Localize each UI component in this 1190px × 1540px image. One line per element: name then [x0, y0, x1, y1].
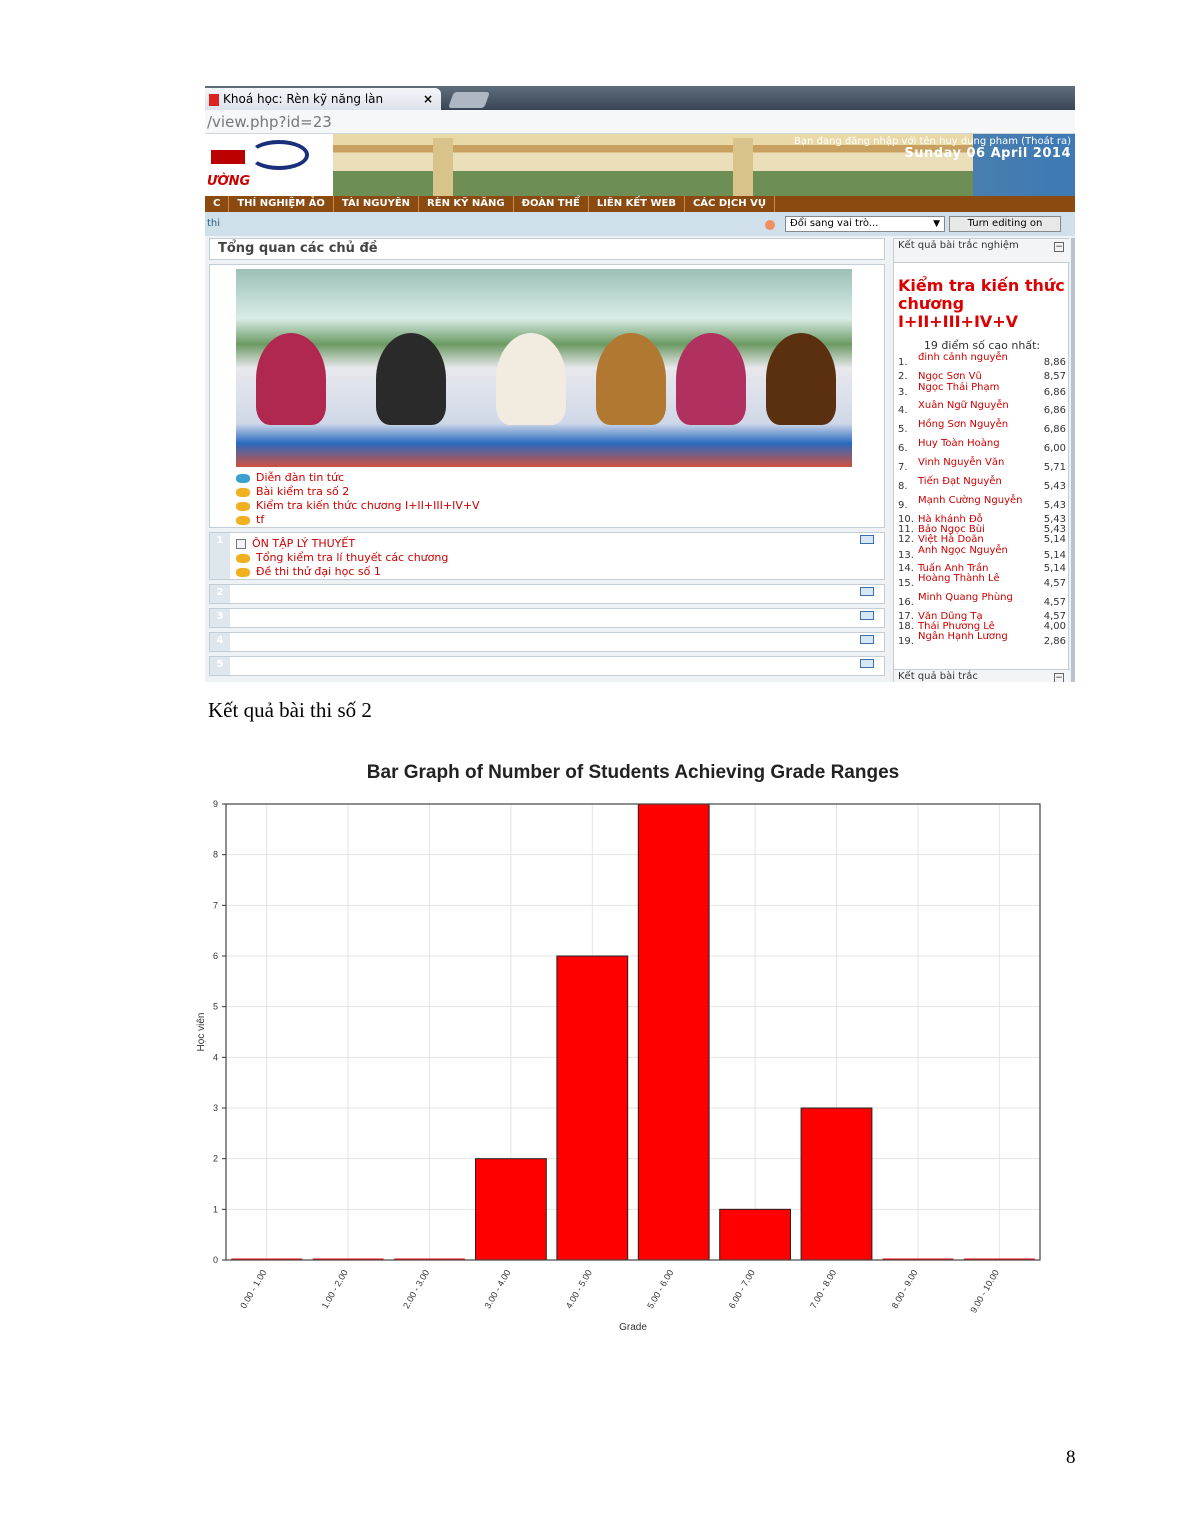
score-rank: 1.	[898, 357, 908, 368]
second-block-header	[894, 669, 1070, 682]
favicon-icon	[209, 94, 219, 106]
activity-link[interactable]	[236, 485, 349, 498]
student-name-link[interactable]: Ngân Hạnh Lương	[918, 631, 1008, 642]
address-bar[interactable]: /view.php?id=23	[205, 110, 1075, 134]
activity-label: Kiểm tra kiến thức chương I+II+III+IV+V	[256, 499, 480, 512]
score-row	[898, 593, 1066, 612]
score-row	[898, 353, 1066, 372]
section-number: 1	[210, 533, 230, 579]
nav-item[interactable]: LIÊN KẾT WEB	[589, 196, 685, 212]
score-rank: 18.	[898, 621, 914, 632]
x-tick-label: 6.00 - 7.00	[726, 1268, 757, 1311]
student-name-link[interactable]: Anh Ngọc Nguyễn	[918, 545, 1008, 556]
score-row	[898, 420, 1066, 439]
student-name-link[interactable]: Tiến Đạt Nguyễn	[918, 476, 1002, 487]
student-name-link[interactable]: Ngọc Thái Phạm	[918, 382, 1000, 393]
score-value: 4,57	[1043, 597, 1066, 608]
nav-item[interactable]: THÍ NGHIỆM ẢO	[229, 196, 334, 212]
score-value: 2,86	[1043, 636, 1066, 647]
y-tick-label: 1	[212, 1204, 218, 1215]
school-logo[interactable]	[205, 134, 333, 196]
student-name-link[interactable]: Thái Phương Lê	[918, 621, 995, 632]
bar	[720, 1209, 791, 1260]
student-name-link[interactable]: Xuân Ngữ Nguyễn	[918, 400, 1009, 411]
horse-figure	[256, 333, 326, 425]
score-value: 5,43	[1043, 500, 1066, 511]
breadcrumb[interactable]: thi	[207, 218, 221, 229]
window-edge	[1071, 238, 1075, 682]
turn-editing-on-button[interactable]: Turn editing on	[949, 216, 1061, 232]
x-tick-label: 2.00 - 3.00	[401, 1268, 432, 1311]
score-row	[898, 632, 1066, 651]
main-nav	[205, 196, 1075, 212]
x-tick-label: 5.00 - 6.00	[645, 1268, 676, 1311]
score-value: 5,14	[1043, 563, 1066, 574]
activity-link[interactable]	[236, 499, 480, 512]
score-rank: 19.	[898, 636, 914, 647]
score-value: 6,86	[1043, 424, 1066, 435]
score-rank: 15.	[898, 578, 914, 589]
bar	[475, 1159, 546, 1260]
score-value: 6,86	[1043, 387, 1066, 398]
gate-pillar	[433, 138, 453, 196]
student-name-link[interactable]: Vinh Nguyễn Văn	[918, 457, 1005, 468]
x-tick-label: 4.00 - 5.00	[563, 1268, 595, 1311]
y-tick-label: 0	[212, 1255, 218, 1265]
student-name-link[interactable]: Bảo Ngọc Bùi	[918, 524, 985, 535]
x-tick-label: 8.00 - 9.00	[889, 1268, 920, 1311]
score-value: 5,43	[1043, 514, 1066, 525]
horse-figure	[766, 333, 836, 425]
activity-label: Bài kiểm tra số 2	[256, 485, 350, 498]
y-axis-label: Học viên	[196, 1012, 207, 1052]
section-number: 5	[210, 657, 230, 675]
activity-link[interactable]	[236, 471, 344, 484]
bar	[638, 804, 709, 1260]
nav-item[interactable]: C	[205, 196, 229, 212]
close-tab-icon[interactable]: ×	[422, 92, 433, 106]
block-header	[894, 239, 1070, 263]
x-tick-label: 1.00 - 2.00	[319, 1268, 350, 1311]
collapse-icon[interactable]: −	[1055, 673, 1063, 682]
y-tick-label: 4	[212, 1052, 218, 1063]
y-tick-label: 7	[212, 900, 218, 911]
activity-label: Diễn đàn tin tức	[256, 471, 345, 484]
browser-tab-bar	[205, 86, 1075, 110]
student-name-link[interactable]: Mạnh Cường Nguyễn	[918, 495, 1023, 506]
breadcrumb-bar	[205, 212, 1075, 236]
top-scores-heading: 19 điểm số cao nhất:	[923, 339, 1041, 352]
section-label: ÔN TẬP LÝ THUYẾT	[252, 537, 356, 550]
score-value: 6,86	[1043, 405, 1066, 416]
gate-pillar	[733, 138, 753, 196]
score-row	[898, 477, 1066, 496]
activity-link[interactable]	[236, 565, 381, 578]
activity-label: Tổng kiểm tra lí thuyết các chương	[256, 551, 449, 564]
score-row	[898, 439, 1066, 458]
login-info[interactable]: Bạn đang đăng nhập với tên huy dung pham (Thoát ra)	[794, 136, 1071, 147]
quiz-icon	[236, 568, 250, 577]
score-value: 5,71	[1043, 462, 1066, 473]
figure-caption: Kết quả bài thi số 2	[208, 698, 372, 722]
student-name-link[interactable]: Ngọc Sơn Vũ	[918, 371, 982, 382]
logo-swirl-icon	[249, 140, 309, 170]
topic-overview-title: Tổng quan các chủ đề	[209, 238, 885, 260]
score-value: 4,57	[1043, 611, 1066, 622]
score-rank: 7.	[898, 462, 908, 473]
quiz-results-block	[893, 238, 1069, 682]
x-axis-label: Grade	[619, 1322, 647, 1333]
logo-mark-icon	[211, 150, 245, 164]
role-icon	[765, 220, 775, 230]
quiz-icon	[236, 516, 250, 525]
collapse-icon[interactable]: −	[1055, 242, 1063, 252]
nav-item[interactable]: TÀI NGUYÊN	[334, 196, 419, 212]
section-toggle-icon[interactable]	[860, 611, 874, 620]
section-toggle-icon[interactable]	[860, 659, 874, 668]
score-value: 4,00	[1043, 621, 1066, 632]
chart-title: Bar Graph of Number of Students Achieving Grade Ranges	[366, 762, 900, 783]
x-tick-label: 7.00 - 8.00	[808, 1268, 839, 1311]
horse-figure	[496, 333, 566, 425]
horses-painting-image	[236, 269, 852, 467]
score-value: 5,14	[1043, 550, 1066, 561]
score-value: 8,57	[1043, 371, 1066, 382]
browser-tab[interactable]	[205, 88, 441, 110]
section-3	[209, 608, 885, 628]
nav-item[interactable]: ĐOÀN THỂ	[514, 196, 589, 212]
score-rank: 4.	[898, 405, 908, 416]
student-name-link[interactable]: Hồng Sơn Nguyễn	[918, 419, 1009, 430]
horse-figure	[376, 333, 446, 425]
grade-bar-chart	[190, 750, 1060, 1340]
score-rank: 6.	[898, 443, 908, 454]
logo-text: ƯỜNG	[207, 174, 251, 189]
switch-role-select[interactable]: Đổi sang vai trò... ▼	[785, 216, 945, 232]
score-rank: 2.	[898, 371, 908, 382]
score-rank: 13.	[898, 550, 914, 561]
nav-item[interactable]: CÁC DỊCH VỤ	[685, 196, 775, 212]
score-rank: 14.	[898, 563, 914, 574]
score-rank: 8.	[898, 481, 908, 492]
score-rank: 16.	[898, 597, 914, 608]
bar	[801, 1108, 872, 1260]
y-tick-label: 6	[212, 951, 218, 961]
activity-label: tf	[256, 513, 265, 526]
nav-item[interactable]: RÈN KỸ NĂNG	[419, 196, 514, 212]
x-tick-label: 9.00 - 10.00	[968, 1268, 1002, 1315]
section-5	[209, 656, 885, 676]
block-title: Kết quả bài trắc	[898, 671, 978, 682]
section-number: 3	[210, 609, 230, 627]
section-toggle-icon[interactable]	[860, 635, 874, 644]
student-name-link[interactable]: Văn Dũng Tạ	[918, 611, 983, 622]
student-name-link[interactable]: Hoàng Thành Lê	[918, 573, 1000, 584]
score-value: 5,43	[1043, 524, 1066, 535]
x-tick-label: 0.00 - 1.00	[238, 1268, 269, 1311]
score-row	[898, 401, 1066, 420]
score-row	[898, 546, 1066, 564]
section-1	[209, 532, 885, 580]
activity-link[interactable]	[236, 551, 448, 564]
forum-icon	[236, 474, 250, 483]
site-banner	[205, 134, 1075, 196]
label-icon	[236, 539, 246, 549]
score-row	[898, 383, 1066, 401]
student-name-link[interactable]: Việt Hà Doãn	[918, 534, 984, 545]
section-number: 4	[210, 633, 230, 651]
y-tick-label: 8	[212, 849, 218, 860]
score-row	[898, 458, 1066, 477]
quiz-icon	[236, 488, 250, 497]
label-item[interactable]	[236, 537, 355, 550]
student-name-link[interactable]: đinh cảnh nguyễn	[918, 352, 1008, 363]
y-tick-label: 9	[212, 799, 218, 809]
quiz-icon	[236, 554, 250, 563]
score-rank: 10.	[898, 514, 914, 525]
score-rank: 5.	[898, 424, 908, 435]
current-date: Sunday 06 April 2014	[904, 146, 1071, 161]
section-toggle-icon[interactable]	[860, 587, 874, 596]
page-number: 8	[1066, 1447, 1076, 1468]
quiz-icon	[236, 502, 250, 511]
y-tick-label: 3	[212, 1103, 218, 1113]
y-tick-label: 5	[212, 1001, 218, 1012]
quiz-title-link[interactable]: Kiểm tra kiến thức chương I+II+III+IV+V	[898, 276, 1065, 331]
score-rank: 11.	[898, 524, 914, 535]
y-tick-label: 2	[212, 1153, 218, 1164]
score-rank: 12.	[898, 534, 914, 545]
student-name-link[interactable]: Huy Toàn Hoàng	[918, 438, 1000, 449]
block-title: Kết quả bài trắc nghiệm	[898, 240, 1019, 251]
score-rank: 17.	[898, 611, 914, 622]
score-row	[898, 496, 1066, 515]
score-value: 5,43	[1043, 481, 1066, 492]
student-name-link[interactable]: Minh Quang Phùng	[918, 592, 1013, 603]
score-value: 6,00	[1043, 443, 1066, 454]
section-2	[209, 584, 885, 604]
embedded-screenshot	[205, 86, 1075, 682]
section-4	[209, 632, 885, 652]
score-rank: 9.	[898, 500, 908, 511]
section-toggle-icon[interactable]	[860, 535, 874, 544]
student-name-link[interactable]: Hà khánh Đỗ	[918, 514, 983, 525]
x-tick-label: 3.00 - 4.00	[482, 1268, 513, 1311]
activity-label: Đề thi thử đại học số 1	[256, 565, 381, 578]
section-number: 2	[210, 585, 230, 603]
score-value: 4,57	[1043, 578, 1066, 589]
bar	[557, 956, 628, 1260]
horse-figure	[596, 333, 666, 425]
score-value: 8,86	[1043, 357, 1066, 368]
section-0	[209, 264, 885, 528]
score-row	[898, 574, 1066, 593]
score-value: 5,14	[1043, 534, 1066, 545]
horse-figure	[676, 333, 746, 425]
student-name-link[interactable]: Tuấn Anh Trần	[918, 563, 989, 574]
course-main-column	[209, 238, 885, 682]
new-tab-button[interactable]	[448, 92, 490, 108]
top-scores-list	[898, 353, 1066, 651]
tab-title: Khoá học: Rèn kỹ năng làn	[223, 92, 384, 106]
score-rank: 3.	[898, 387, 908, 398]
activity-link[interactable]	[236, 513, 264, 526]
